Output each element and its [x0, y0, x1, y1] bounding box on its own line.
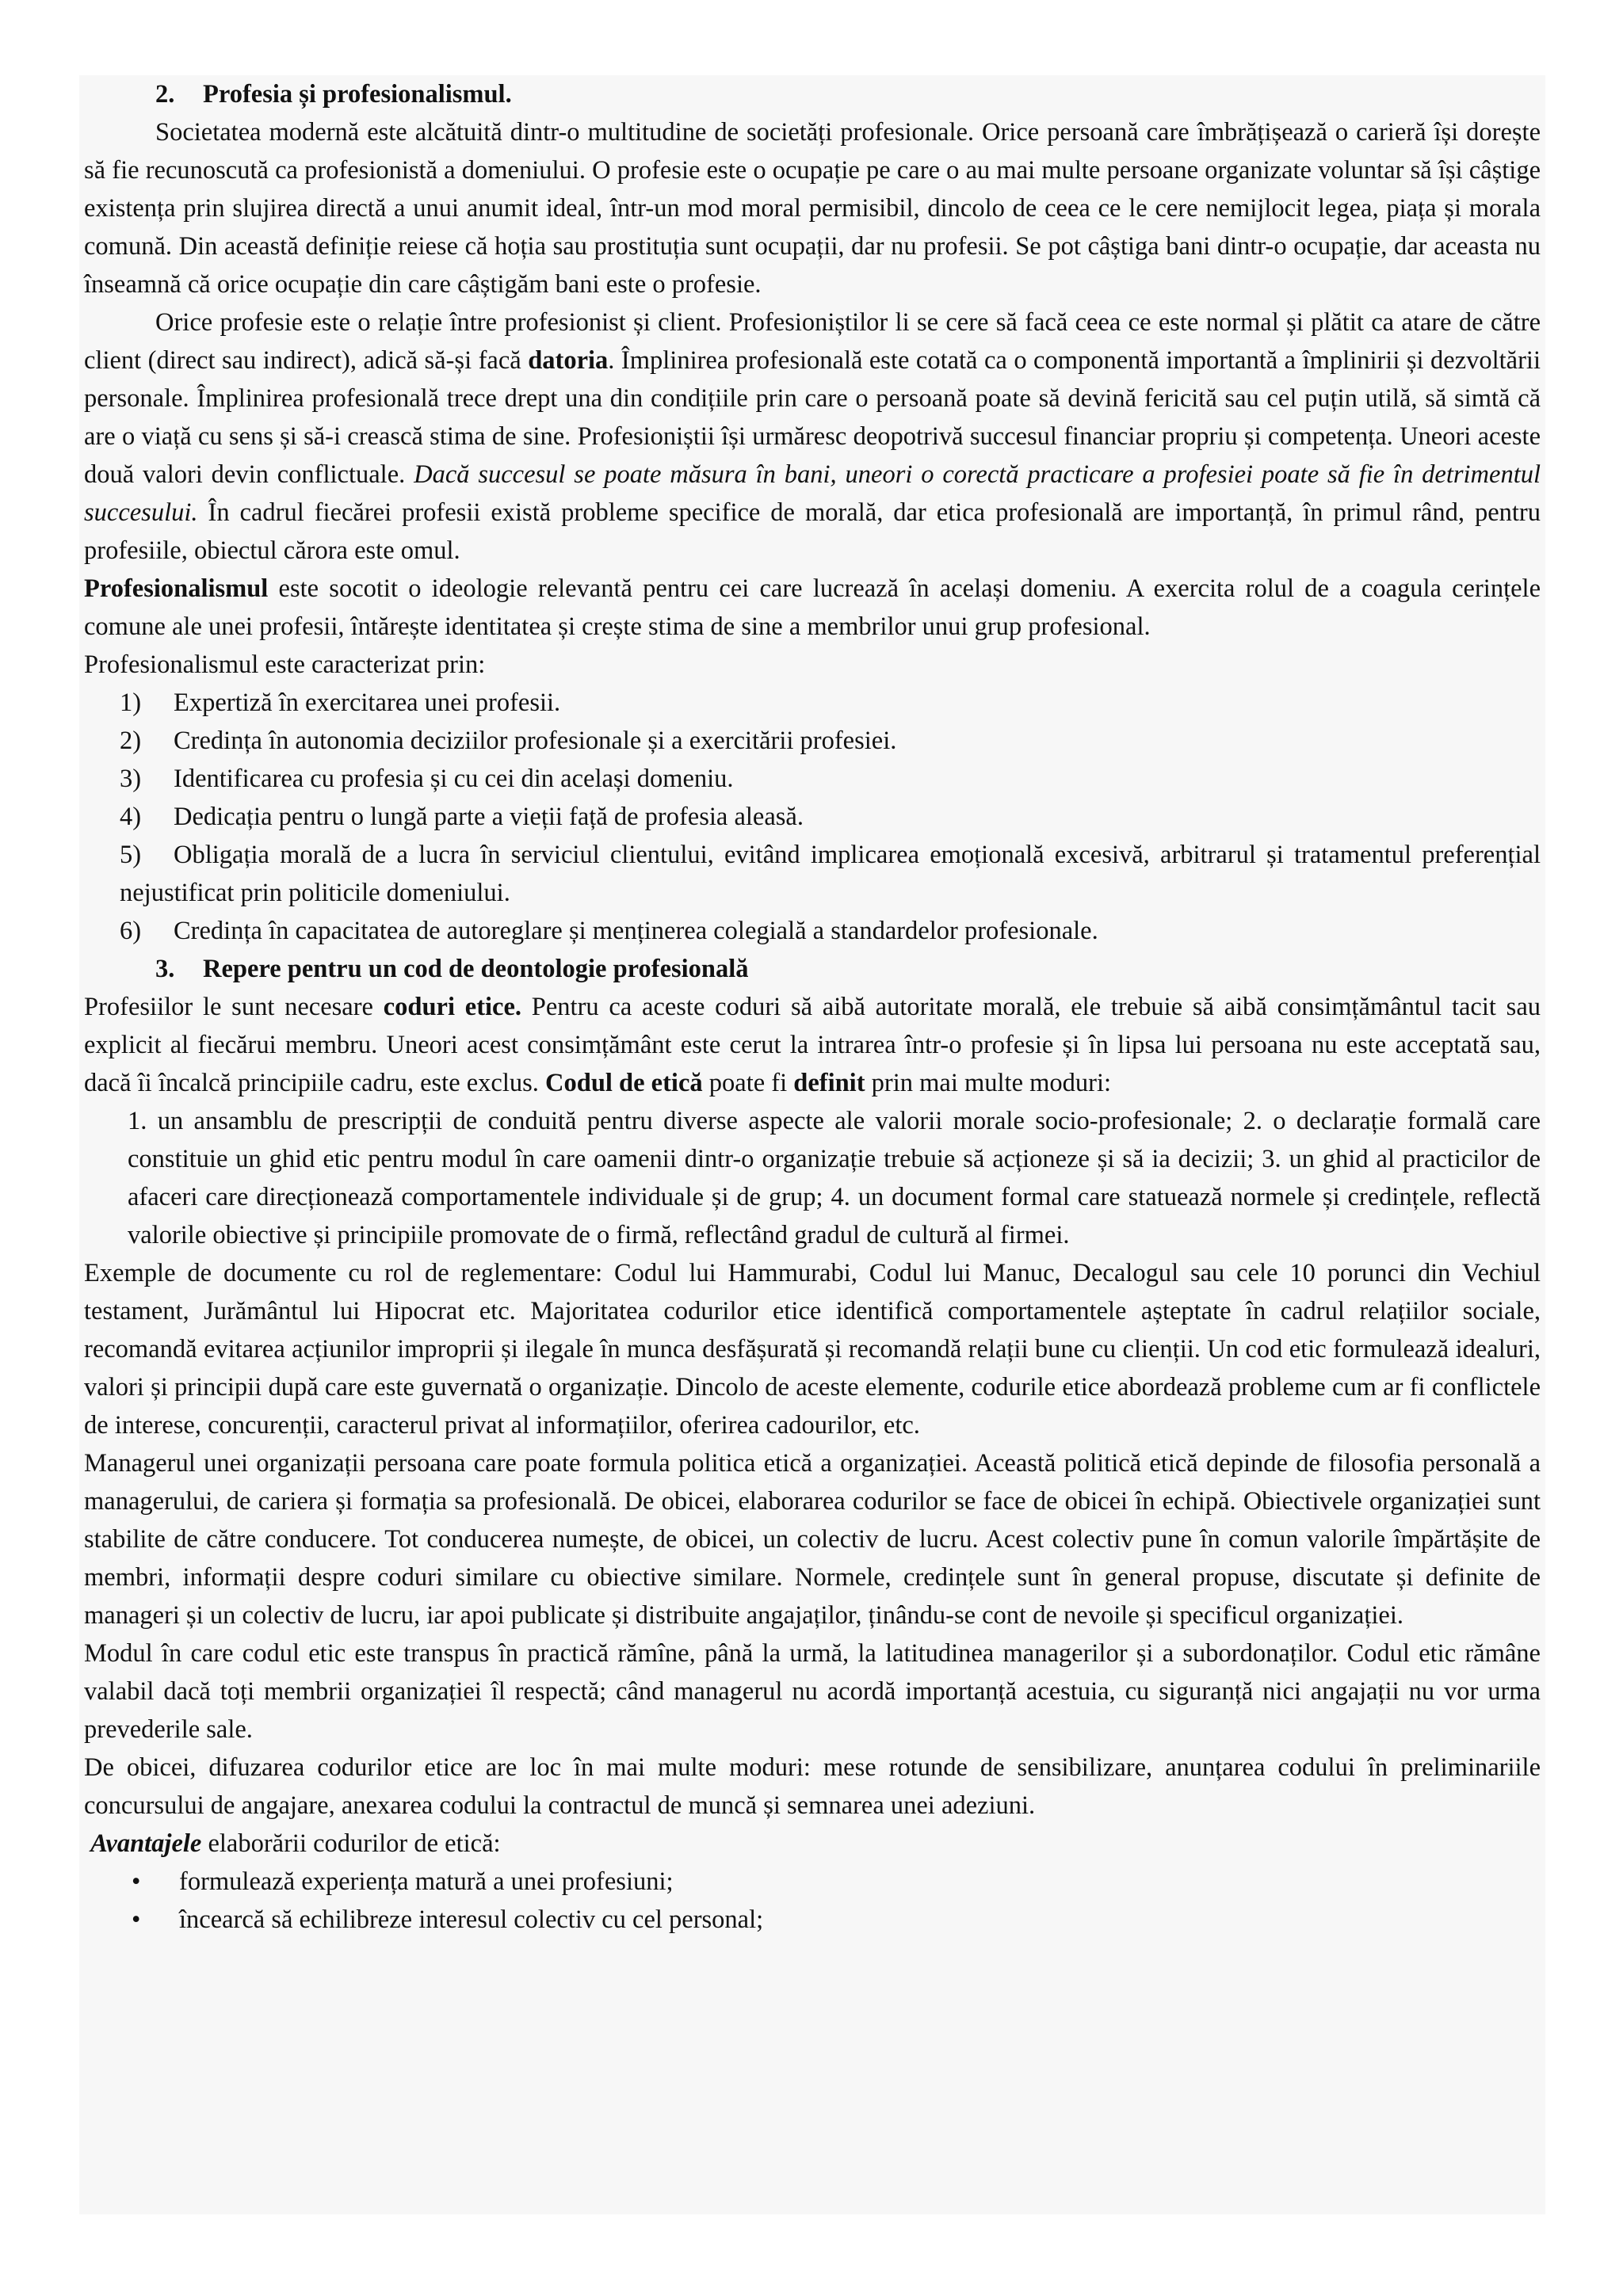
paragraph: [84, 570, 1541, 646]
section-3-heading: [84, 950, 1541, 988]
item-text: Identificarea cu profesia și cu cei din același domeniu.: [174, 765, 734, 793]
bold-term: coduri etice.: [383, 993, 522, 1021]
list-item: [84, 1863, 1541, 1901]
item-text: Credința în autonomia deciziilor profesionale și a exercitării profesiei.: [174, 727, 897, 755]
bold-term: datoria: [528, 346, 609, 375]
paragraph: Societatea modernă este alcătuită dintr-o multitudine de societăți profesionale. Orice persoană care îmbrățișează o carieră își dorește să fie recunoscută ca profesionistă a domeniului. O profesie este o ocupație pe care o au mai multe persoane organizate voluntar să își câștige existența prin slujirea directă a unui anumit ideal, într-un mod moral permisibil, dincolo de ceea ce le cere nemijlocit legea, piața și morala comună. Din această definiție reiese că hoția sau prostituția sunt ocupații, dar nu profesii. Se pot câștiga bani dintr-o ocupație, dar aceasta nu înseamnă că orice ocupație din care câștigăm bani este o profesie.: [84, 118, 1541, 299]
bullet-icon: •: [132, 1905, 141, 1934]
item-number: 2): [120, 727, 142, 755]
list-item: [84, 836, 1541, 912]
list-item: [84, 760, 1541, 798]
list-item: [84, 684, 1541, 722]
item-number: 3): [120, 765, 142, 793]
text-run: elaborării codurilor de etică:: [201, 1829, 501, 1858]
bullet-list: [84, 1863, 1541, 1939]
text-run: . Împlinirea profesională este cotată ca o componentă importantă a împlinirii și dezvoltării personale. Împlinirea profesională trece drept una din condițiile prin care o persoană poate să devină fericită sau cel puțin utilă, să simtă că are o viață cu sens și să-i crească stima de sine. Profesioniștii își urmăresc deopotrivă succesul financiar propriu și competența. Uneori aceste două valori devin conflictuale.: [84, 346, 1541, 489]
numbered-list: [84, 684, 1541, 950]
paragraph: De obicei, difuzarea codurilor etice are loc în mai multe moduri: mese rotunde de sensibilizare, anunțarea codului în preliminariile concursului de angajare, anexarea codului la contractul de muncă și semnarea unei adeziuni.: [84, 1753, 1541, 1820]
bold-term: Codul de etică: [545, 1069, 703, 1097]
paragraph: [84, 303, 1541, 570]
text-run: este socotit o ideologie relevantă pentru cei care lucrează în același domeniu. A exercita rolul de a coagula cerințele comune ale unei profesii, întărește identitatea și crește stima de sine a membrilor unui grup profesional.: [84, 574, 1541, 641]
item-number: 1): [120, 688, 142, 717]
list-item: [84, 1901, 1541, 1939]
item-number: 4): [120, 803, 142, 831]
document-body: [79, 75, 1545, 1939]
bullet-icon: •: [132, 1867, 141, 1896]
section-number: 3.: [155, 955, 175, 983]
document-page: [79, 75, 1545, 2214]
item-text: încearcă să echilibreze interesul colectiv cu cel personal;: [179, 1905, 764, 1934]
item-number: 5): [120, 841, 142, 869]
definitions-block: 1. un ansamblu de prescripții de conduită pentru diverse aspecte ale valorii morale socio-profesionale; 2. o declarație formală care constituie un ghid etic pentru modul în care oamenii dintr-o organizație trebuie să acționeze și să ia decizii; 3. un ghid al practicilor de afaceri care direcționează comportamentele individuale și de grup; 4. un document formal care statuează normele și credințele, reflectă valorile obiective și principiile promovate de o firmă, reflectând gradul de cultură al firmei.: [128, 1107, 1541, 1249]
text-run: În cadrul fiecărei profesii există probleme specifice de morală, dar etica profesională are importanță, în primul rând, pentru profesiile, obiectul cărora este omul.: [84, 498, 1541, 565]
section-title: Profesia și profesionalismul.: [203, 80, 512, 109]
section-number: 2.: [155, 80, 175, 109]
paragraph: Exemple de documente cu rol de reglementare: Codul lui Hammurabi, Codul lui Manuc, Decalogul sau cele 10 porunci din Vechiul testament, Jurământul lui Hipocrat etc. Majoritatea codurilor etice identifică comportamentele așteptate în cadrul relațiilor sociale, recomandă evitarea acțiunilor improprii și ilegale în munca desfășurată și recomandă relații bune cu clienții. Un cod etic formulează idealuri, valori și principii după care este guvernată o organizație. Dincolo de aceste elemente, codurile etice abordează probleme cum ar fi conflictele de interese, concurenții, caracterul privat al informațiilor, oferirea cadourilor, etc.: [84, 1259, 1541, 1440]
text-run: Orice profesie este o relație între profesionist și client. Profesioniștilor li se cere să facă ceea ce este normal și plătit ca atare de către client (direct sau indirect), adică să-și facă: [84, 308, 1541, 375]
paragraph: Managerul unei organizații persoana care poate formula politica etică a organizației. Această politică etică depinde de filosofia personală a managerului, de cariera și formația sa profesională. De obicei, elaborarea codurilor se face de obicei în echipă. Obiectivele organizației sunt stabilite de către conducere. Tot conducerea numește, de obicei, un colectiv de lucru. Acest colectiv pune în comun valorile împărtășite de membri, informații despre coduri similare cu obiective similare. Normele, credințele sunt în general propuse, discutate și definite de manageri și un colectiv de lucru, iar apoi publicate și distribuite angajaților, ținându-se cont de nevoile și specificul organizației.: [84, 1449, 1541, 1630]
text-run: poate fi: [702, 1069, 794, 1097]
section-2-heading: [84, 75, 1541, 113]
text-run: Profesiilor le sunt necesare: [84, 993, 384, 1021]
list-intro: Profesionalismul este caracterizat prin:: [84, 650, 486, 679]
item-text: Obligația morală de a lucra în serviciul clientului, evitând implicarea emoțională excesivă, arbitrarul și tratamentul preferențial nejustificat prin politicile domeniului.: [120, 841, 1541, 907]
list-item: [84, 798, 1541, 836]
text-run: prin mai multe moduri:: [865, 1069, 1112, 1097]
paragraph: Modul în care codul etic este transpus în practică rămîne, până la urmă, la latitudinea managerilor și a subordonaților. Codul etic rămâne valabil dacă toți membrii organizației îl respectă; când managerul nu acordă importanță acestuia, cu siguranță nici angajații nu vor urma prevederile sale.: [84, 1639, 1541, 1744]
item-number: 6): [120, 917, 142, 945]
bold-term: Profesionalismul: [84, 574, 269, 603]
list-item: [84, 722, 1541, 760]
item-text: Expertiză în exercitarea unei profesii.: [174, 688, 561, 717]
item-text: Credința în capacitatea de autoreglare și menținerea colegială a standardelor profesionale.: [174, 917, 1098, 945]
item-text: formulează experiența matură a unei profesiuni;: [179, 1867, 674, 1896]
section-title: Repere pentru un cod de deontologie profesională: [203, 955, 749, 983]
text-run: Pentru ca aceste coduri să aibă autoritate morală, ele trebuie să aibă consimțământul tacit sau explicit al fiecărui membru. Uneori acest consimțământ este cerut la intrarea într-o profesie și în lipsa lui persoana nu este acceptată sau, dacă îi încalcă principiile cadru, este exclus.: [84, 993, 1541, 1097]
bold-term: definit: [793, 1069, 865, 1097]
list-item: [84, 912, 1541, 950]
advantages-heading: [84, 1825, 1541, 1863]
bold-italic-term: Avantajele: [90, 1829, 202, 1858]
italic-run: Dacă succesul se poate măsura în bani, uneori o corectă practicare a profesiei poate să fie în detrimentul succesului.: [84, 460, 1541, 527]
paragraph: [84, 988, 1541, 1102]
item-text: Dedicația pentru o lungă parte a vieții față de profesia aleasă.: [174, 803, 804, 831]
